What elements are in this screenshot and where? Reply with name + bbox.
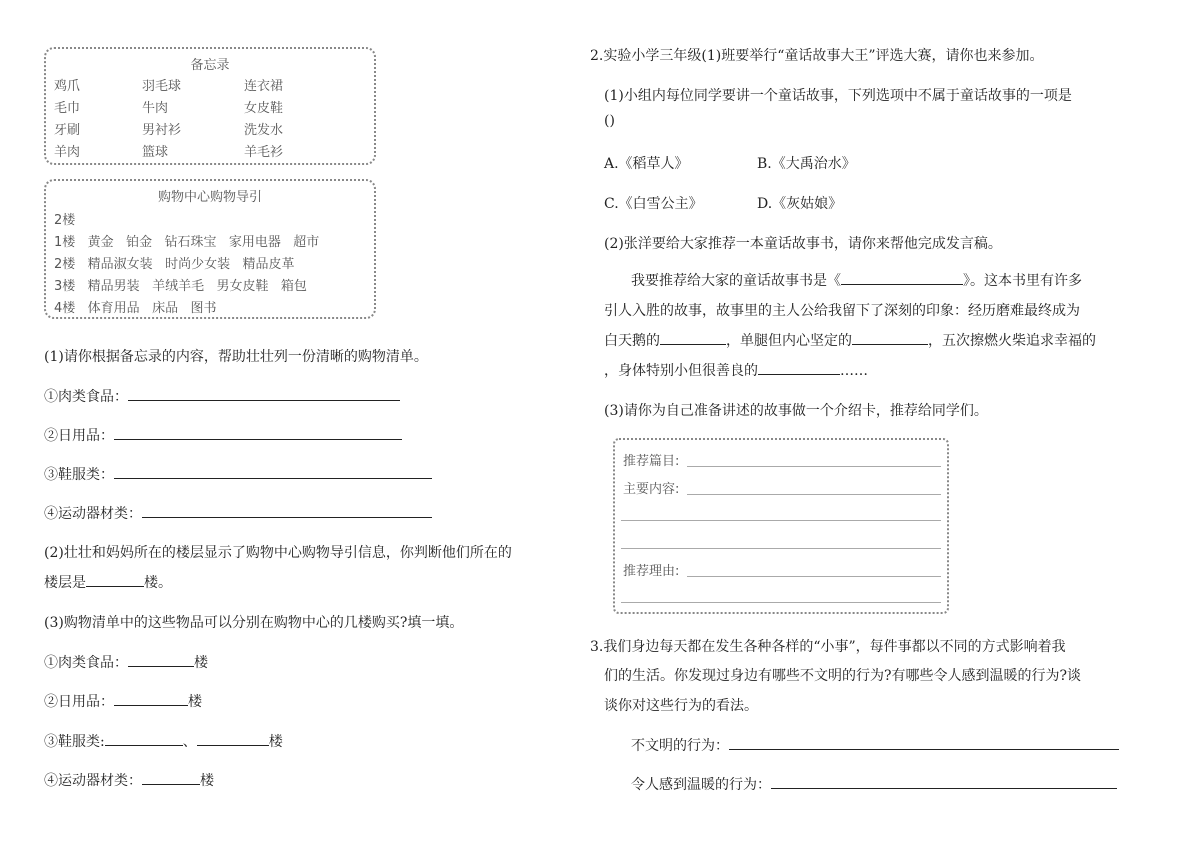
guide-title: 购物中心购物导引 bbox=[157, 190, 262, 205]
memo-item: 男衬衫 bbox=[142, 123, 182, 138]
answer-blank[interactable] bbox=[660, 332, 726, 345]
option-b[interactable]: B.《大禹治水》 bbox=[757, 156, 856, 172]
floor-item-label: ②日用品： bbox=[44, 694, 114, 710]
question-2-1-line1: (1)小组内每位同学要讲一个童话故事，下列选项中不属于童话故事的一项是 bbox=[604, 88, 1072, 104]
question-1-2-line1: (2)壮壮和妈妈所在的楼层显示了购物中心购物导引信息，你判断他们所在的 bbox=[44, 545, 512, 561]
guide-row: 1楼 黄金 铂金 钻石珠宝 家用电器 超市 bbox=[54, 235, 320, 250]
answer-blank[interactable] bbox=[114, 693, 188, 706]
speech-line-1 bbox=[631, 270, 1082, 290]
floor-suffix: 楼 bbox=[200, 773, 214, 789]
card-content-line[interactable] bbox=[687, 494, 941, 495]
memo-item: 牛肉 bbox=[142, 101, 169, 116]
answer-blank[interactable] bbox=[114, 427, 402, 440]
memo-item: 牙刷 bbox=[54, 123, 81, 138]
guide-row: 4楼 体育用品 床品 图书 bbox=[54, 301, 217, 316]
floor-item-daily bbox=[44, 691, 202, 711]
floor-suffix: 楼 bbox=[268, 734, 283, 750]
card-reason-label: 推荐理由: bbox=[623, 564, 680, 579]
answer-blank[interactable] bbox=[128, 654, 194, 667]
answer-blank[interactable] bbox=[142, 505, 432, 518]
list-item-sports bbox=[44, 503, 432, 523]
floor-item-meat bbox=[44, 652, 208, 672]
question-2-2: (2)张洋要给大家推荐一本童话故事书，请你来帮他完成发言稿。 bbox=[604, 236, 1002, 252]
list-item-daily bbox=[44, 425, 402, 445]
answer-blank[interactable] bbox=[114, 466, 432, 479]
warm-behavior-label: 令人感到温暖的行为： bbox=[631, 777, 771, 793]
memo-item: 毛巾 bbox=[54, 101, 81, 116]
card-reason-line[interactable] bbox=[621, 602, 941, 603]
answer-blank[interactable] bbox=[197, 733, 269, 746]
question-1-1: (1)请你根据备忘录的内容，帮助壮壮列一份清晰的购物清单。 bbox=[44, 349, 428, 365]
list-item-label: ②日用品： bbox=[44, 428, 114, 444]
text: ，身体特别小但很善良的 bbox=[604, 363, 758, 379]
floor-suffix: 楼 bbox=[188, 694, 202, 710]
answer-blank[interactable] bbox=[142, 772, 200, 785]
memo-item: 女皮鞋 bbox=[244, 101, 284, 116]
list-item-clothes bbox=[44, 464, 432, 484]
text: 楼。 bbox=[144, 575, 172, 591]
option-a[interactable]: A.《稻草人》 bbox=[604, 156, 689, 172]
card-content-line[interactable] bbox=[621, 520, 941, 521]
question-2-1-line2: () bbox=[604, 113, 615, 129]
list-item-label: ③鞋服类： bbox=[44, 467, 114, 483]
bad-behavior-label: 不文明的行为： bbox=[631, 738, 729, 754]
list-item-label: ④运动器材类： bbox=[44, 506, 142, 522]
list-item-label: ①肉类食品： bbox=[44, 389, 128, 405]
text: ，五次擦燃火柴追求幸福的 bbox=[928, 333, 1096, 349]
recommend-card bbox=[613, 438, 949, 614]
answer-blank[interactable] bbox=[105, 733, 183, 746]
question-3-line3: 谈你对这些行为的看法。 bbox=[604, 698, 758, 714]
guide-row: 3楼 精品男装 羊绒羊毛 男女皮鞋 箱包 bbox=[54, 279, 307, 294]
card-title-line[interactable] bbox=[687, 466, 941, 467]
guide-row: 2楼 精品淑女装 时尚少女装 精品皮革 bbox=[54, 257, 295, 272]
memo-item: 连衣裙 bbox=[244, 79, 284, 94]
memo-item: 羊肉 bbox=[54, 145, 81, 160]
memo-title: 备忘录 bbox=[190, 58, 230, 73]
memo-item: 篮球 bbox=[142, 145, 169, 160]
answer-blank[interactable] bbox=[852, 332, 928, 345]
answer-blank[interactable] bbox=[758, 362, 840, 375]
guide-box bbox=[44, 179, 376, 319]
card-title-label: 推荐篇目: bbox=[623, 454, 680, 469]
text: 我要推荐给大家的童话故事书是《 bbox=[631, 273, 841, 289]
floor-suffix: 楼 bbox=[194, 655, 208, 671]
speech-line-2: 引人入胜的故事，故事里的主人公给我留下了深刻的印象：经历磨难最终成为 bbox=[604, 303, 1080, 319]
memo-item: 羊毛衫 bbox=[244, 145, 284, 160]
separator: 、 bbox=[182, 734, 197, 750]
floor-item-sports bbox=[44, 770, 214, 790]
text: 白天鹅的 bbox=[604, 333, 660, 349]
option-d[interactable]: D.《灰姑娘》 bbox=[757, 196, 843, 212]
warm-behavior-row bbox=[631, 774, 1117, 794]
text: 》。这本书里有许多 bbox=[963, 273, 1082, 289]
option-c[interactable]: C.《白雪公主》 bbox=[604, 196, 703, 212]
question-1-2-line2 bbox=[44, 572, 172, 592]
text: ，单腿但内心坚定的 bbox=[726, 333, 852, 349]
warm-behavior-blank[interactable] bbox=[771, 776, 1117, 789]
question-2-title: 2.实验小学三年级(1)班要举行“童话故事大王”评选大赛，请你也来参加。 bbox=[590, 48, 1044, 64]
book-title-blank[interactable] bbox=[841, 272, 963, 285]
question-3-line2: 们的生活。你发现过身边有哪些不文明的行为?有哪些令人感到温暖的行为?谈 bbox=[604, 668, 1082, 684]
question-1-3: (3)购物清单中的这些物品可以分别在购物中心的几楼购买?填一填。 bbox=[44, 615, 464, 631]
question-2-3: (3)请你为自己准备讲述的故事做一个介绍卡，推荐给同学们。 bbox=[604, 403, 988, 419]
floor-item-clothes bbox=[44, 731, 283, 751]
floor-item-label: ③鞋服类: bbox=[44, 734, 105, 750]
answer-blank[interactable] bbox=[128, 388, 400, 401]
floor-item-label: ④运动器材类： bbox=[44, 773, 142, 789]
speech-line-3 bbox=[604, 330, 1096, 350]
bad-behavior-row bbox=[631, 735, 1119, 755]
speech-line-4 bbox=[604, 360, 868, 380]
memo-item: 鸡爪 bbox=[54, 79, 81, 94]
card-content-line[interactable] bbox=[621, 548, 941, 549]
text: 楼层是 bbox=[44, 575, 86, 591]
bad-behavior-blank[interactable] bbox=[729, 737, 1119, 750]
question-3-line1: 3.我们身边每天都在发生各种各样的“小事”，每件事都以不同的方式影响着我 bbox=[590, 639, 1066, 655]
card-content-label: 主要内容: bbox=[623, 482, 680, 497]
memo-item: 羽毛球 bbox=[142, 79, 182, 94]
memo-item: 洗发水 bbox=[244, 123, 284, 138]
card-reason-line[interactable] bbox=[687, 576, 941, 577]
floor-item-label: ①肉类食品： bbox=[44, 655, 128, 671]
memo-box bbox=[44, 47, 376, 165]
text: …… bbox=[840, 363, 868, 379]
answer-blank[interactable] bbox=[86, 574, 144, 587]
guide-row: 2楼 bbox=[54, 213, 76, 228]
list-item-meat bbox=[44, 386, 400, 406]
